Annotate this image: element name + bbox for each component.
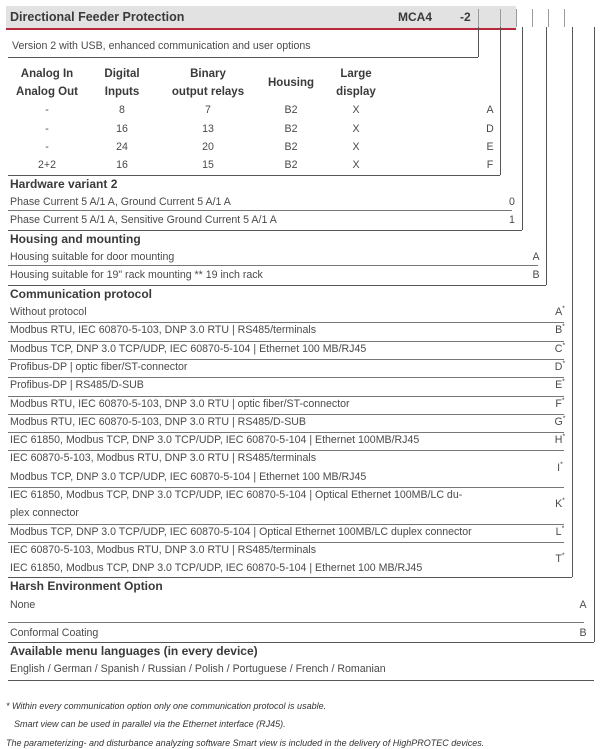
row-separator (8, 359, 564, 360)
protocol-option: plex connector (10, 507, 79, 520)
harsh-option: Conformal Coating (10, 627, 99, 639)
footnote: * Within every communication option only one communication protocol is usable. (6, 701, 327, 711)
section-title-communication: Communication protocol (10, 287, 152, 301)
col-header-relays: Binary output relays (171, 68, 245, 98)
languages-text: English / German / Spanish / Russian / Polish / Portuguese / French / Romanian (10, 663, 386, 675)
cell-analog: - (45, 104, 49, 116)
protocol-option: Without protocol (10, 306, 87, 318)
connector-line (546, 27, 547, 285)
connector-line (522, 27, 523, 230)
connector-line (478, 27, 479, 57)
protocol-code: L* (555, 525, 565, 538)
cell-housing: B2 (284, 141, 298, 153)
code-box-divider (532, 9, 533, 27)
harsh-code: B (579, 627, 587, 639)
row-separator (8, 450, 564, 451)
hardware-code: 0 (509, 196, 515, 208)
housing-code: A (532, 251, 540, 263)
cell-analog: 2+2 (38, 159, 56, 171)
row-separator (8, 322, 564, 323)
cell-relays: 7 (205, 104, 211, 116)
connector-line (8, 57, 478, 58)
connector-line (500, 27, 501, 175)
cell-display: X (352, 141, 360, 153)
variant-code: D (486, 123, 494, 135)
protocol-option: Modbus TCP, DNP 3.0 TCP/UDP, IEC 60870-5-104 | Ethernet 100 MB/RJ45 (10, 470, 367, 483)
connector-line (8, 230, 522, 231)
protocol-code: F* (555, 396, 565, 410)
connector-line (572, 27, 573, 577)
hardware-option: Phase Current 5 A/1 A, Ground Current 5 A/1 A (10, 196, 231, 208)
protocol-code: T* (555, 552, 565, 566)
protocol-option: IEC 60870-5-103, Modbus RTU, DNP 3.0 RTU | RS485/terminals (10, 543, 316, 556)
variant-code: E (486, 141, 494, 153)
cell-digital: 8 (119, 104, 125, 116)
connector-line (594, 27, 595, 642)
protocol-option: Modbus TCP, DNP 3.0 TCP/UDP, IEC 60870-5-104 | Ethernet 100 MB/RJ45 (10, 342, 367, 355)
protocol-code: C* (554, 342, 566, 355)
protocol-code: I* (557, 461, 563, 474)
row-separator (8, 377, 564, 378)
row-separator (8, 542, 564, 543)
variant-code: F (486, 159, 494, 171)
protocol-option: IEC 61850, Modbus TCP, DNP 3.0 TCP/UDP, IEC 60870-5-104 | Ethernet 100MB/RJ45 (10, 434, 420, 447)
col-header-display: Large display (336, 68, 376, 98)
section-title-housing: Housing and mounting (10, 232, 141, 246)
col-header-housing: Housing (268, 77, 314, 89)
hardware-option: Phase Current 5 A/1 A, Sensitive Ground Current 5 A/1 A (10, 214, 277, 226)
housing-option: Housing suitable for 19" rack mounting ** 19 inch rack (10, 269, 263, 281)
code-box-divider (548, 9, 549, 27)
cell-digital: 16 (116, 123, 128, 135)
col-header-analog: Analog In Analog Out (16, 68, 78, 98)
bottom-rule (8, 680, 594, 681)
cell-digital: 24 (116, 141, 128, 153)
cell-digital: 16 (116, 159, 128, 171)
code-box-divider (564, 9, 565, 27)
variant-code: A (486, 104, 494, 116)
code-box-divider (516, 9, 517, 27)
code-box-divider (500, 9, 501, 27)
connector-line (8, 577, 572, 578)
connector-line (8, 175, 500, 176)
connector-line (8, 285, 546, 286)
row-separator (8, 210, 512, 211)
section-title-harsh: Harsh Environment Option (10, 579, 163, 593)
section-title-hardware: Hardware variant 2 (10, 177, 118, 191)
protocol-option: Modbus RTU, IEC 60870-5-103, DNP 3.0 RTU | RS485/terminals (10, 324, 316, 337)
protocol-option: Modbus RTU, IEC 60870-5-103, DNP 3.0 RTU | RS485/D-SUB (10, 415, 306, 428)
model-code: MCA4 (398, 10, 433, 24)
protocol-option: Modbus TCP, DNP 3.0 TCP/UDP, IEC 60870-5-104 | Optical Ethernet 100MB/LC duplex connector (10, 525, 472, 538)
cell-analog: - (45, 123, 49, 135)
hardware-code: 1 (509, 214, 515, 226)
housing-option: Housing suitable for door mounting (10, 251, 175, 263)
row-separator (8, 396, 564, 397)
protocol-option: Profibus-DP | RS485/D-SUB (10, 379, 144, 392)
cell-housing: B2 (284, 159, 298, 171)
harsh-code: A (579, 599, 587, 611)
connector-line (8, 642, 594, 643)
protocol-option: Modbus RTU, IEC 60870-5-103, DNP 3.0 RTU | optic fiber/ST-connector (10, 397, 350, 410)
cell-display: X (352, 123, 360, 135)
row-separator (8, 487, 564, 488)
cell-relays: 13 (202, 123, 214, 135)
cell-relays: 20 (202, 141, 214, 153)
harsh-option: None (10, 599, 36, 611)
protocol-code: D* (554, 360, 566, 373)
protocol-code: K* (555, 497, 565, 511)
cell-display: X (352, 159, 360, 171)
cell-display: X (352, 104, 360, 116)
protocol-option: IEC 61850, Modbus TCP, DNP 3.0 TCP/UDP, IEC 60870-5-104 | Optical Ethernet 100MB/LC du- (10, 489, 463, 501)
protocol-code: E* (555, 378, 565, 392)
code-box-divider (478, 9, 479, 27)
cell-analog: - (45, 141, 49, 153)
protocol-code: A* (555, 305, 565, 318)
row-separator (8, 432, 564, 433)
protocol-code: B* (555, 323, 565, 337)
protocol-option: IEC 61850, Modbus TCP, DNP 3.0 TCP/UDP, IEC 60870-5-104 | Ethernet 100 MB/RJ45 (10, 562, 423, 575)
footnote: The parameterizing- and disturbance analyzing software Smart view is included in the delivery of HighPROTEC devices. (6, 738, 485, 748)
protocol-option: Profibus-DP | optic fiber/ST-connector (10, 360, 188, 373)
row-separator (8, 265, 538, 266)
cell-relays: 15 (202, 159, 214, 171)
cell-housing: B2 (284, 104, 298, 116)
row-separator (8, 341, 564, 342)
section-title-languages: Available menu languages (in every device) (10, 644, 258, 658)
protocol-code: H* (554, 433, 566, 447)
row-separator (8, 524, 564, 525)
protocol-code: G* (554, 415, 566, 428)
housing-code: B (532, 269, 540, 281)
page-title: Directional Feeder Protection (10, 10, 185, 24)
row-separator (8, 622, 584, 623)
row-separator (8, 414, 564, 415)
model-suffix: -2 (460, 10, 471, 24)
protocol-option: IEC 60870-5-103, Modbus RTU, DNP 3.0 RTU | RS485/terminals (10, 452, 316, 465)
col-header-digital: Digital Inputs (104, 68, 140, 98)
footnote: Smart view can be used in parallel via the Ethernet interface (RJ45). (14, 719, 286, 729)
cell-housing: B2 (284, 123, 298, 135)
version-text: Version 2 with USB, enhanced communication and user options (12, 40, 311, 52)
